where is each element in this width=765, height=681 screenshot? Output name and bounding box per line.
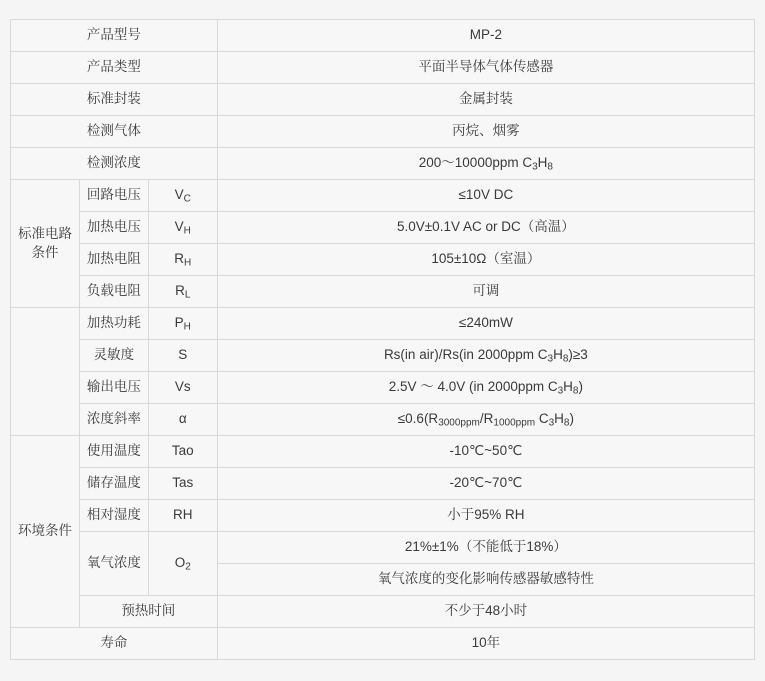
row-value: ≤240mW bbox=[217, 308, 754, 340]
row-value: 200～10000ppm $C_3H_8$ bbox=[217, 148, 754, 180]
row-value: $\le 0.6(R_{3000ppm}/R_{1000ppm}$ $C_3H_8$) bbox=[217, 404, 754, 436]
row-value: 平面半导体气体传感器 bbox=[217, 52, 754, 84]
table-row bbox=[11, 276, 755, 308]
row-group-label: 环境条件 bbox=[11, 436, 80, 628]
row-param: 负载电阻 bbox=[79, 276, 148, 308]
row-symbol: $P_H$ bbox=[148, 308, 217, 340]
row-value: 2.5V ～ 4.0V (in 2000ppm $C_3H_8$) bbox=[217, 372, 754, 404]
row-param: 加热功耗 bbox=[79, 308, 148, 340]
row-symbol: $O_2$ bbox=[148, 532, 217, 596]
row-param: 回路电压 bbox=[79, 180, 148, 212]
row-param: 加热电压 bbox=[79, 212, 148, 244]
table-row bbox=[11, 596, 755, 628]
row-value: 不少于48小时 bbox=[217, 596, 754, 628]
row-param: 预热时间 bbox=[79, 596, 217, 628]
row-param: 灵敏度 bbox=[79, 340, 148, 372]
table-row bbox=[11, 468, 755, 500]
row-value: Rs(in air)/Rs(in 2000ppm $C_3H_8)\ge 3$ bbox=[217, 340, 754, 372]
row-value: 可调 bbox=[217, 276, 754, 308]
row-value: -10℃~50℃ bbox=[217, 436, 754, 468]
table-row bbox=[11, 404, 755, 436]
spec-sheet bbox=[0, 19, 765, 681]
row-symbol: $R_H$ bbox=[148, 244, 217, 276]
row-label: 标准封装 bbox=[11, 84, 218, 116]
table-row bbox=[11, 244, 755, 276]
table-row bbox=[11, 84, 755, 116]
row-value: 金属封装 bbox=[217, 84, 754, 116]
row-symbol: Vs bbox=[148, 372, 217, 404]
row-symbol: RH bbox=[148, 500, 217, 532]
row-value: 氧气浓度的变化影响传感器敏感特性 bbox=[217, 564, 754, 596]
row-value: MP-2 bbox=[217, 20, 754, 52]
table-row bbox=[11, 340, 755, 372]
row-label: 产品类型 bbox=[11, 52, 218, 84]
row-group-label: 标准电路条件 bbox=[11, 180, 80, 308]
table-row bbox=[11, 372, 755, 404]
row-label: 检测气体 bbox=[11, 116, 218, 148]
table-row bbox=[11, 212, 755, 244]
row-symbol: $V_C$ bbox=[148, 180, 217, 212]
row-param: 使用温度 bbox=[79, 436, 148, 468]
row-param: 加热电阻 bbox=[79, 244, 148, 276]
row-value: 10年 bbox=[217, 628, 754, 660]
row-label: 产品型号 bbox=[11, 20, 218, 52]
table-row bbox=[11, 52, 755, 84]
table-row bbox=[11, 500, 755, 532]
table-row bbox=[11, 148, 755, 180]
row-param: 储存温度 bbox=[79, 468, 148, 500]
row-symbol: Tas bbox=[148, 468, 217, 500]
row-value: 21%±1%（不能低于18%） bbox=[217, 532, 754, 564]
row-label: 检测浓度 bbox=[11, 148, 218, 180]
table-row bbox=[11, 532, 755, 564]
row-param: 输出电压 bbox=[79, 372, 148, 404]
row-symbol: $R_L$ bbox=[148, 276, 217, 308]
row-group-label bbox=[11, 308, 80, 436]
table-row bbox=[11, 628, 755, 660]
row-value: 小于95% RH bbox=[217, 500, 754, 532]
row-value: -20℃~70℃ bbox=[217, 468, 754, 500]
table-body bbox=[11, 20, 755, 660]
row-value: 5.0V±0.1V AC or DC（高温） bbox=[217, 212, 754, 244]
row-param: 氧气浓度 bbox=[79, 532, 148, 596]
table-row bbox=[11, 436, 755, 468]
specification-table bbox=[10, 19, 755, 660]
row-param: 浓度斜率 bbox=[79, 404, 148, 436]
row-value: ≤10V DC bbox=[217, 180, 754, 212]
row-param: 相对湿度 bbox=[79, 500, 148, 532]
row-value: 丙烷、烟雾 bbox=[217, 116, 754, 148]
row-value: 105±10Ω（室温） bbox=[217, 244, 754, 276]
row-symbol: Tao bbox=[148, 436, 217, 468]
table-row bbox=[11, 308, 755, 340]
row-label: 寿命 bbox=[11, 628, 218, 660]
table-row bbox=[11, 20, 755, 52]
row-symbol: $V_H$ bbox=[148, 212, 217, 244]
table-row bbox=[11, 116, 755, 148]
row-symbol: S bbox=[148, 340, 217, 372]
table-row bbox=[11, 180, 755, 212]
row-symbol: α bbox=[148, 404, 217, 436]
